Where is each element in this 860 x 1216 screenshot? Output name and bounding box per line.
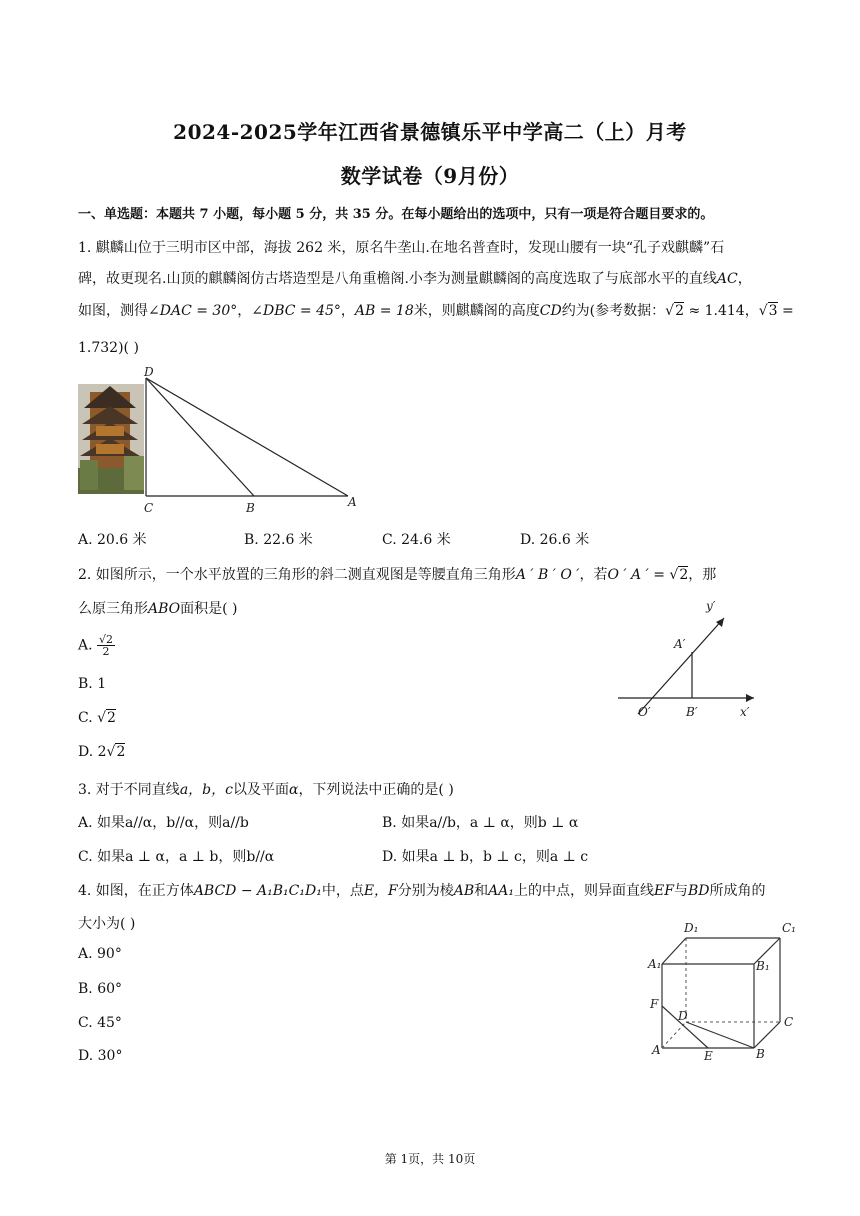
label-D1: D₁ — [684, 921, 699, 935]
label-C: C — [144, 501, 154, 515]
q3-line1: 3. 对于不同直线a，b，c以及平面α，下列说法中正确的是( ) — [78, 782, 454, 798]
q4-option-b: B. 60° — [78, 981, 123, 997]
label-C1: C₁ — [782, 921, 796, 935]
label-y-prime: y′ — [706, 599, 716, 613]
q3-option-a: A. 如果a//α，b//α，则a//b — [78, 815, 249, 831]
q4-option-a: A. 90° — [78, 946, 122, 962]
q2-option-a: A. $\frac{√2}{2}$ — [78, 633, 114, 658]
q4-figure — [644, 918, 804, 1064]
section-heading: 一、单选题：本题共 7 小题，每小题 5 分，共 35 分。在每小题给出的选项中，只有一项是符合题目要求的。 — [78, 207, 714, 222]
q3-option-c: C. 如果a ⊥ α，a ⊥ b，则b//α — [78, 849, 275, 865]
label-O-prime: O′ — [638, 705, 651, 719]
q4-line1: 4. 如图，在正方体ABCD − A₁B₁C₁D₁中，点E，F分别为棱AB和AA₁上的中点，则异面直线EF与BD所成角的 — [78, 883, 766, 899]
q1-line3: 如图，测得∠DAC = 30°，∠DBC = 45°，AB = 18米，则麒麟阁的高度CD约为(参考数据：√2 ≈ 1.414，√3 = — [78, 303, 794, 319]
q2-line2: 么原三角形ABO面积是( ) — [78, 601, 238, 617]
label-D: D — [144, 365, 154, 379]
label-A-prime: A′ — [674, 637, 686, 651]
q1-option-d: D. 26.6 米 — [520, 532, 590, 548]
q2-figure — [612, 596, 772, 726]
label-A1: A₁ — [648, 957, 662, 971]
q1-option-c: C. 24.6 米 — [382, 532, 451, 548]
label-B: B — [246, 501, 255, 515]
exam-subtitle: 数学试卷（9月份） — [340, 164, 520, 188]
page-footer: 第 1页，共 10页 — [384, 1152, 476, 1166]
pagoda-photo — [78, 384, 144, 494]
q3-option-b: B. 如果a//b，a ⊥ α，则b ⊥ α — [382, 815, 579, 831]
label-F: F — [650, 997, 659, 1011]
label-B-prime: B′ — [686, 705, 698, 719]
q1-line4: 1.732)( ) — [78, 340, 139, 356]
q2-option-d: D. 2√2 — [78, 744, 126, 760]
label-D: D — [678, 1009, 688, 1023]
q4-option-c: C. 45° — [78, 1015, 122, 1031]
label-x-prime: x′ — [740, 705, 750, 719]
q2-line1: 2. 如图所示，一个水平放置的三角形的斜二测直观图是等腰直角三角形A ′ B ′ O ′，若O ′ A ′ = √2，那 — [78, 567, 717, 583]
q3-option-d: D. 如果a ⊥ b，b ⊥ c，则a ⊥ c — [382, 849, 589, 865]
exam-title: 2024-2025学年江西省景德镇乐平中学高二（上）月考 — [173, 120, 687, 144]
q1-line2: 碑，故更现名.山顶的麒麟阁仿古塔造型是八角重檐阁.小李为测量麒麟阁的高度选取了与底部水平的直线AC， — [78, 271, 752, 287]
label-B: B — [756, 1047, 765, 1061]
q1-line1: 1. 麒麟山位于三明市区中部，海拔 262 米，原名牛垄山.在地名普查时，发现山腰有一块“孔子戏麒麟”石 — [78, 240, 725, 256]
q2-option-c: C. √2 — [78, 710, 116, 726]
label-A: A — [652, 1043, 661, 1057]
q1-figure — [76, 364, 366, 514]
q1-option-b: B. 22.6 米 — [244, 532, 313, 548]
label-A: A — [348, 495, 357, 509]
q4-option-d: D. 30° — [78, 1048, 123, 1064]
q4-line2: 大小为( ) — [78, 916, 136, 932]
label-E: E — [704, 1049, 713, 1063]
label-C: C — [784, 1015, 794, 1029]
q2-option-b: B. 1 — [78, 676, 107, 692]
q1-option-a: A. 20.6 米 — [78, 532, 147, 548]
label-B1: B₁ — [756, 959, 770, 973]
